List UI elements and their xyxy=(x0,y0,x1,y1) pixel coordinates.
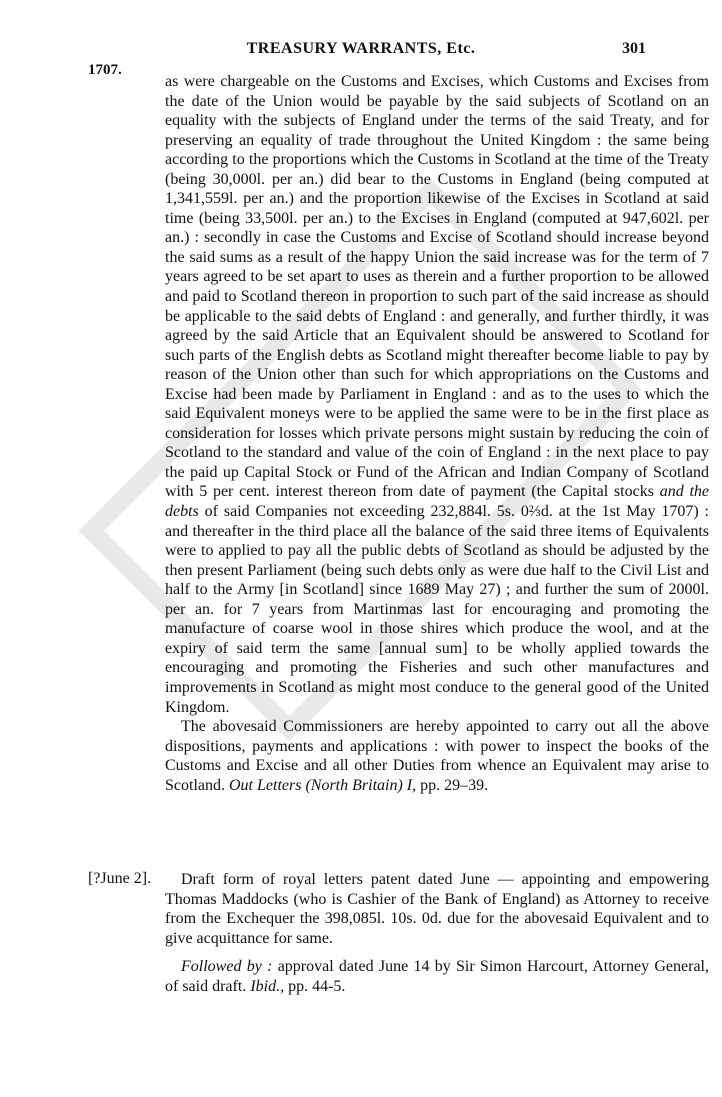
paragraph-continuation: as were chargeable on the Customs and Excises, which Customs and Excises from the date of the Union would be payable by the said subjects of Scotland on an equality with the subjects of England under the terms of the said Treaty, and for preserving an equality of trade throughout the United Kingdom : the same being according to the proportions which the Customs in Scotland at the time of the Treaty (being 30,000l. per an.) did bear to the Customs in England (being computed at 1,341,559l. per an.) and the proportion likewise of the Excises in Scotland at said time (being 33,500l. per an.) to the Excises in England (computed at 947,602l. per an.) : secondly in case the Customs and Excise of Scotland should increase beyond the said sums as a result of the happy Union the said increase was for the term of 7 years agreed to be set apart to uses as therein and a further proportion to be allowed and paid to Scotland thereon in proportion to such part of the said increase as should be applicable to the said debts of England : and generally, and further thirdly, it was agreed by the said Article that an Equivalent should be answered to Scotland for such parts of the English debts as Scotland might thereafter become liable to pay by reason of the Union other than such for which appropriations on the Customs and Excise had been made by Parliament in England : and as to the uses to which the said Equivalent moneys were to be applied the same were to be in the first place as consideration for losses which private persons might sustain by reducing the coin of Scotland to the standard and value of the coin of England : in the next place to pay the paid up Capital Stock or Fund of the African and Indian Company of Scotland with 5 per cent. interest thereon from date of payment (the Capital stocks and the debts of said Companies not exceeding 232,884l. 5s. 0⅔d. at the 1st May 1707) : and thereafter in the third place all the balance of the said three items of Equivalents were to applied to pay all the public debts of Scotland as should be adjusted by the then present Parliament (being such debts only as were due half to the Civil List and half to the Army [in Scotland] since 1689 May 27) ; and further the sum of 2000l. per an. for 7 years from Martinmas last for encouraging and promoting the manufacture of coarse wool in those shires which produce the wool, and at the expiry of said term the same [annual sum] to be wholly applied towards the encouraging and promoting the Fisheries and such other manufactures and improvements in Scotland as might most conduce to the general good of the United Kingdom. xyxy=(165,73,710,716)
margin-year: 1707. xyxy=(88,62,122,78)
entry-date: [?June 2]. xyxy=(88,870,152,887)
paragraph-commissioners: The abovesaid Commissioners are hereby appointed to carry out all the above dispositions, payments and applications : with power to inspect the books of the Customs and Excise and all other Duties from whence an Equivalent may arise to Scotland. Out Letters (North Britain) I, pp. 29–39. xyxy=(165,718,709,794)
entry-text: Draft form of royal letters patent dated June — appointing and empowering Thomas Maddocks (who is Cashier of the Bank of England) as Attorney to receive from the Exchequer the 398,085l. 10s. 0d. due for the abovesaid Equivalent and to give acquittance for same. xyxy=(165,871,709,947)
main-text xyxy=(165,72,709,795)
page-number: 301 xyxy=(622,40,646,57)
warrant-entry xyxy=(165,870,709,1005)
entry-followed: Followed by : approval dated June 14 by Sir Simon Harcourt, Attorney General, of said draft. Ibid., pp. 44-5. xyxy=(165,958,710,995)
running-title: TREASURY WARRANTS, Etc. xyxy=(246,40,476,57)
